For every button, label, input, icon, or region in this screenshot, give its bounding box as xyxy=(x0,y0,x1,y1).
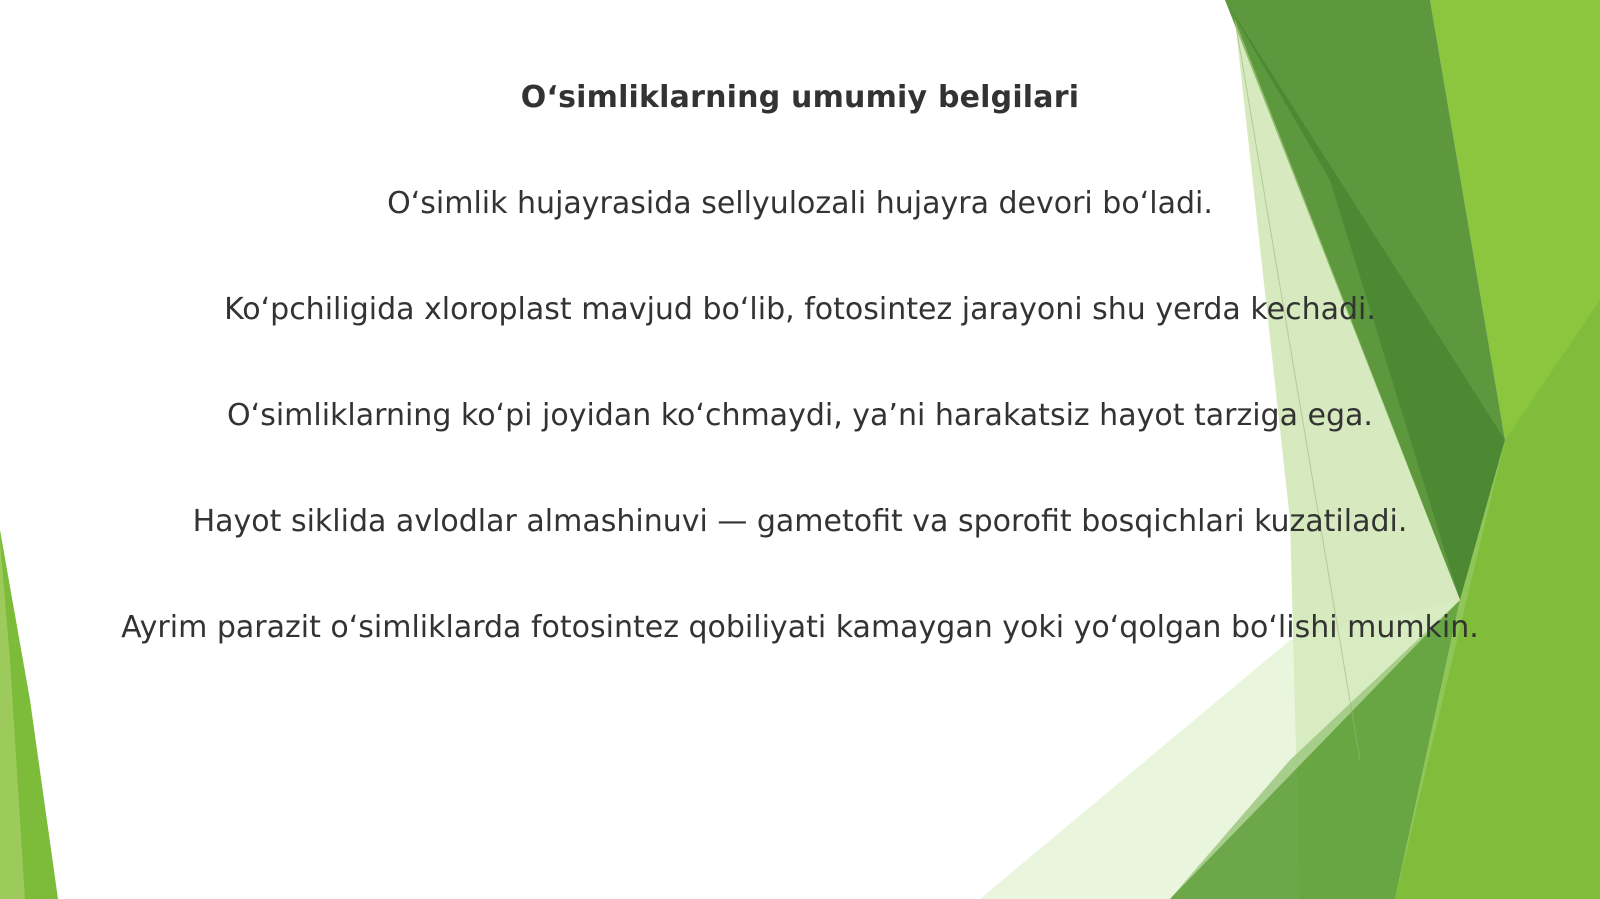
text-line-3: O‘simliklarning ko‘pi joyidan ko‘chmaydi, ya’ni harakatsiz hayot tarziga ega. xyxy=(227,398,1373,433)
text-line-1: O‘simlik hujayrasida sellyulozali hujayra devori bo‘ladi. xyxy=(387,186,1213,221)
text-line-5: Ayrim parazit o‘simliklarda fotosintez qobiliyati kamaygan yoki yo‘qolgan bo‘lishi mumkin. xyxy=(121,610,1479,645)
text-line-4: Hayot siklida avlodlar almashinuvi — gametofit va sporofit bosqichlari kuzatiladi. xyxy=(192,504,1408,539)
slide-title: O‘simliklarning umumiy belgilari xyxy=(520,80,1080,115)
text-line-2: Ko‘pchiligida xloroplast mavjud bo‘lib, fotosintez jarayoni shu yerda kechadi. xyxy=(224,292,1376,327)
